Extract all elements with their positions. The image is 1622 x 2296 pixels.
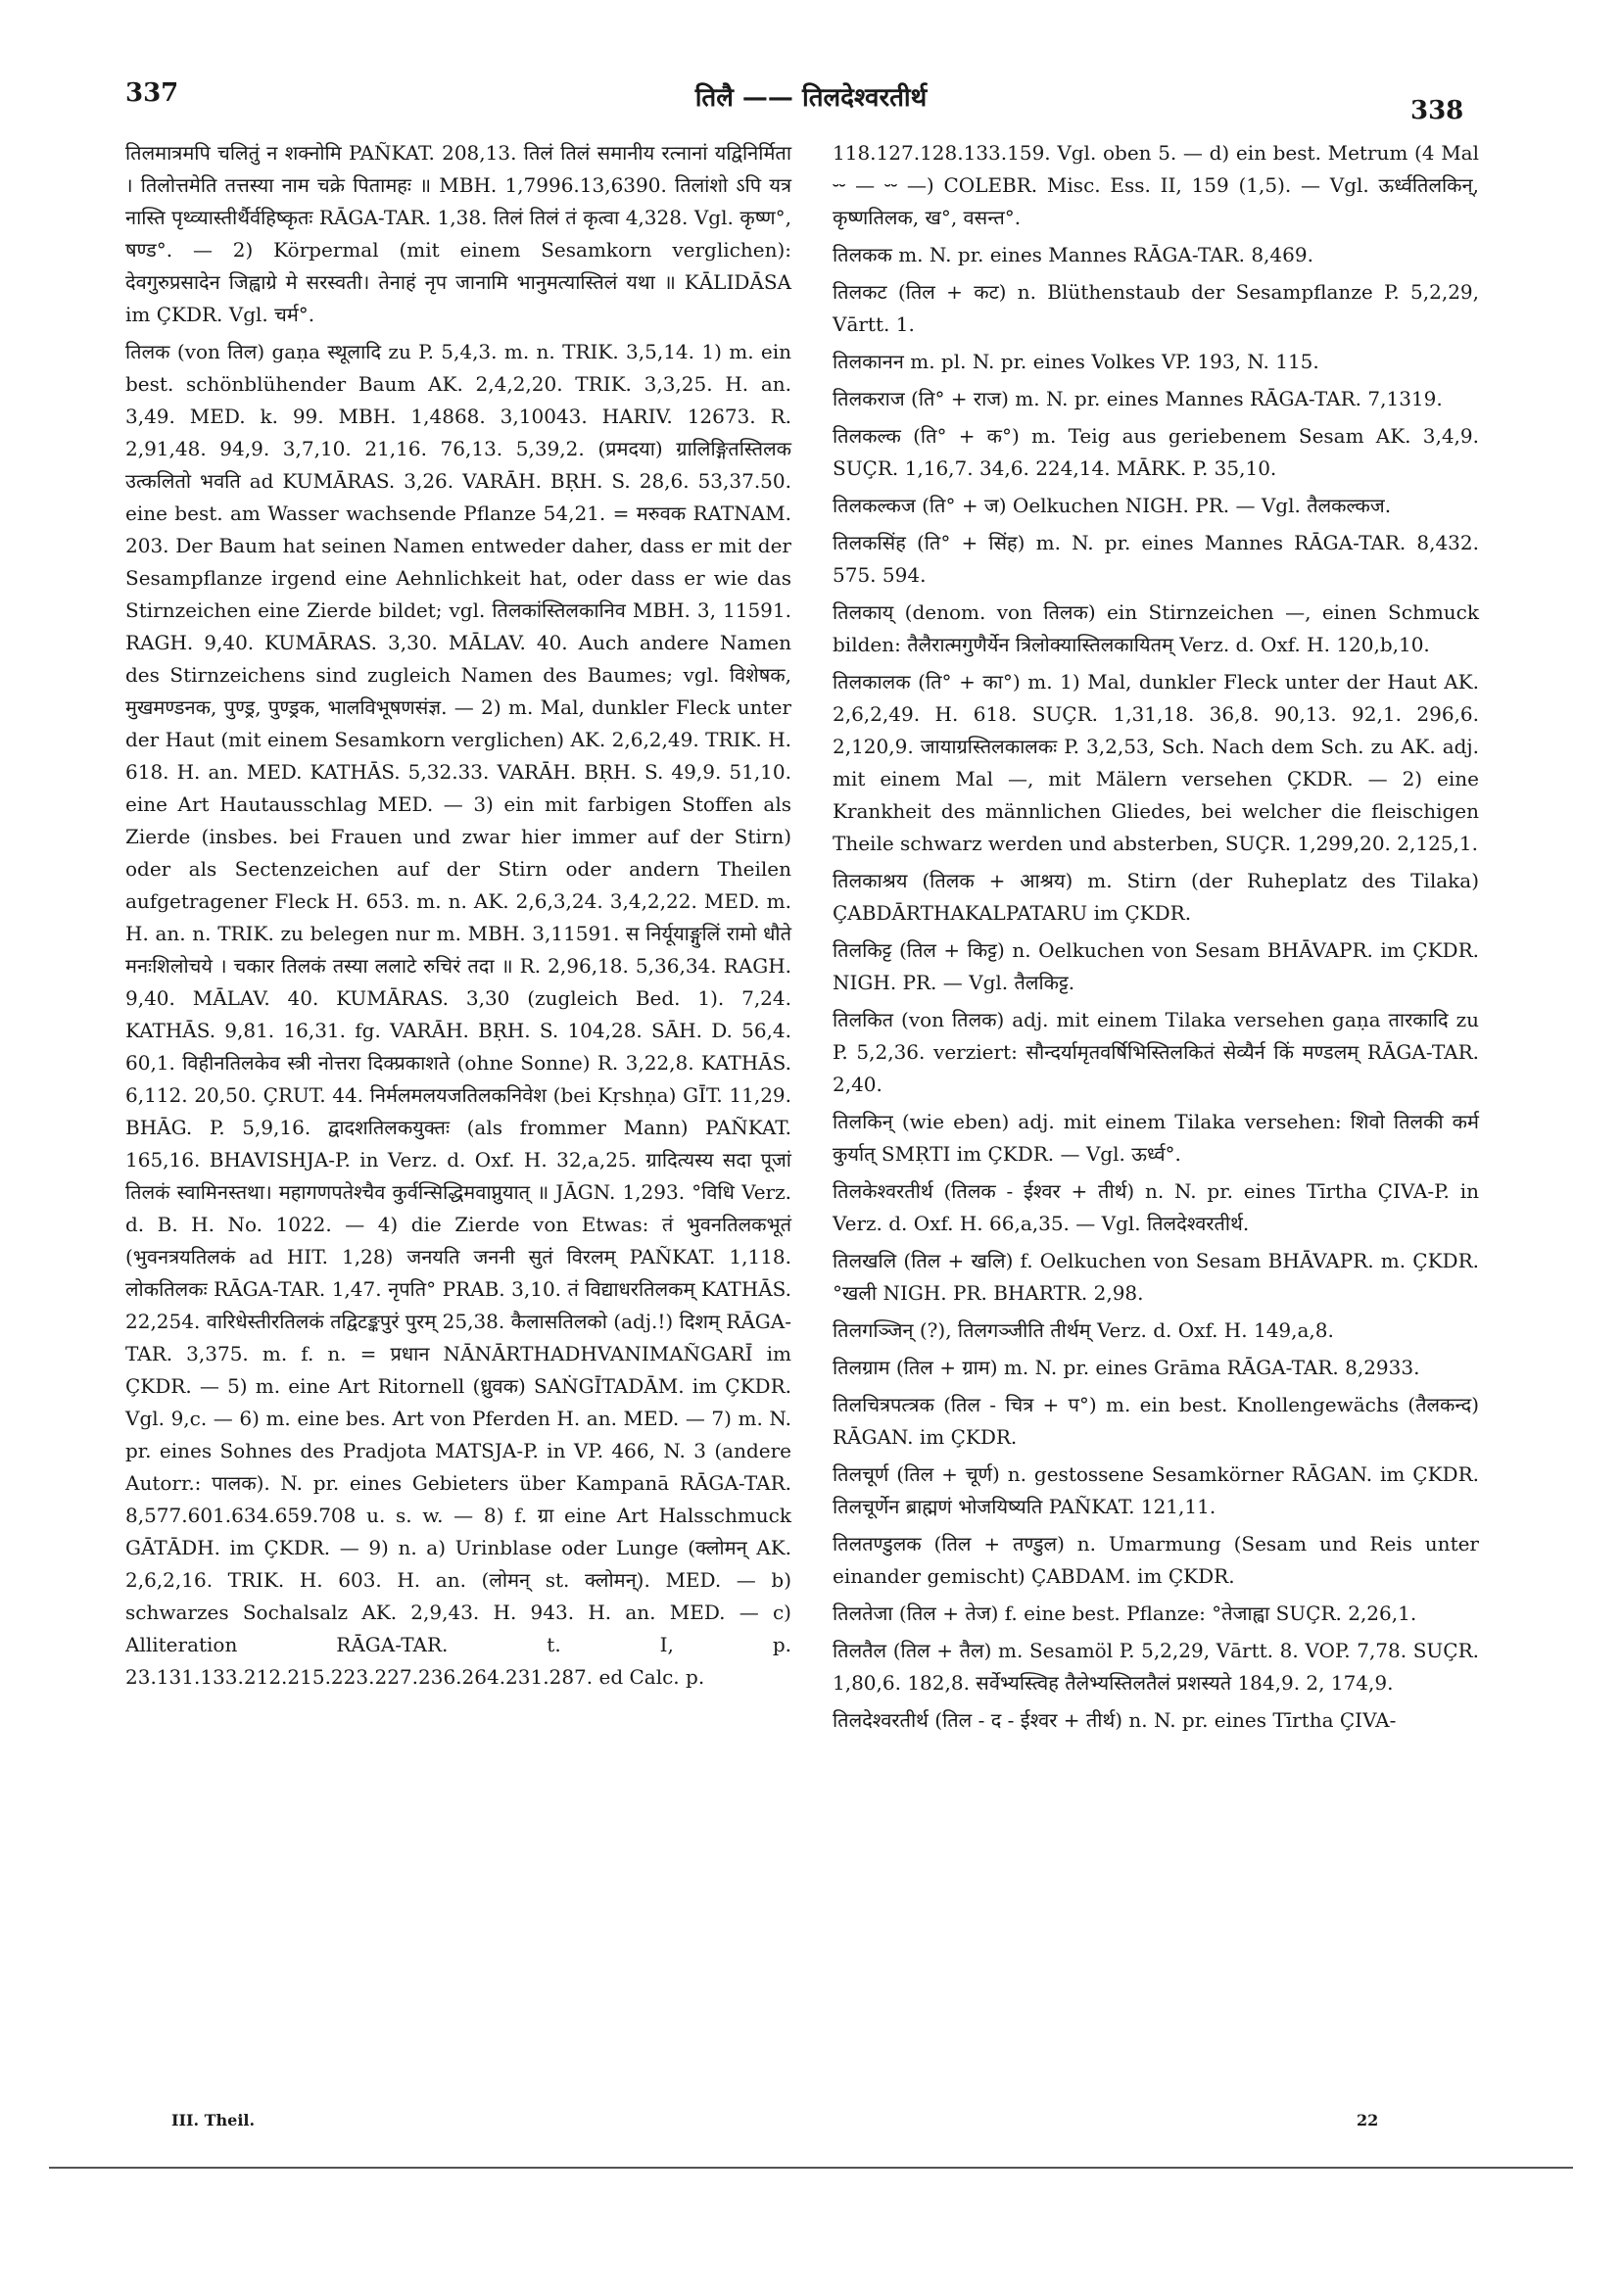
dictionary-entry: तिलचूर्ण (तिल + चूर्ण) n. gestossene Sesamkörner RĀGAN. im ÇKDR. तिलचूर्णेन ब्राह्मणं भोजयिष्यति PAÑKAT. 121,11. bbox=[833, 1462, 1479, 1518]
dictionary-entry: तिलकल्कज (ति° + ज) Oelkuchen NIGH. PR. — Vgl. तैलकल्कज. bbox=[833, 494, 1392, 517]
dictionary-entry: 118.127.128.133.159. Vgl. oben 5. — d) ein best. Metrum (4 Mal ⏑⏑ — ⏑⏑ —) COLEBR. Misc. Ess. II, 159 (1,5). — Vgl. ऊर्ध्वतिलकिन्, कृष्णतिलक, ख°, वसन्त°. bbox=[833, 141, 1479, 229]
page-number-left: 337 bbox=[125, 78, 179, 108]
dictionary-entry: तिलचित्रपत्त्रक (तिल - चित्र + प°) m. ein best. Knollengewächs (तैलकन्द) RĀGAN. im ÇKDR. bbox=[833, 1393, 1479, 1449]
dictionary-entry: तिलकल्क (ति° + क°) m. Teig aus geriebenem Sesam AK. 3,4,9. SUÇR. 1,16,7. 34,6. 224,14. MĀRK. P. 35,10. bbox=[833, 424, 1479, 480]
dictionary-entry: तिलकाय् (denom. von तिलक) ein Stirnzeichen —, einen Schmuck bilden: तैलैरात्मगुणैर्येन त्रिलोक्यास्तिलकायितम् Verz. d. Oxf. H. 120,b,10. bbox=[833, 600, 1479, 656]
footer-signature: 22 bbox=[1357, 2111, 1379, 2129]
dictionary-entry: तिलकसिंह (ति° + सिंह) m. N. pr. eines Mannes RĀGA-TAR. 8,432. 575. 594. bbox=[833, 531, 1479, 587]
dictionary-entry: तिलगञ्जिन् (?), तिलगञ्जीति तीर्थम् Verz. d. Oxf. H. 149,a,8. bbox=[833, 1318, 1334, 1342]
dictionary-entry: तिलकेश्वरतीर्थ (तिलक - ईश्वर + तीर्थ) n. N. pr. eines Tīrtha ÇIVA-P. in Verz. d. Oxf. H. 66,a,35. — Vgl. तिलदेश्वरतीर्थ. bbox=[833, 1179, 1479, 1235]
right-column bbox=[833, 137, 1479, 1742]
dictionary-entry: तिलकट (तिल + कट) n. Blüthenstaub der Sesampflanze P. 5,2,29, Vārtt. 1. bbox=[833, 280, 1479, 336]
dictionary-entry: तिलतण्डुलक (तिल + तण्डुल) n. Umarmung (Sesam und Reis unter einander gemischt) ÇABDAM. im ÇKDR. bbox=[833, 1532, 1479, 1588]
left-column bbox=[125, 137, 791, 1698]
footer-volume: III. Theil. bbox=[171, 2111, 256, 2129]
dictionary-entry: तिलकराज (ति° + राज) m. N. pr. eines Mannes RĀGA-TAR. 7,1319. bbox=[833, 387, 1443, 410]
dictionary-entry: तिलतेजा (तिल + तेज) f. eine best. Pflanze: °तेजाह्वा SUÇR. 2,26,1. bbox=[833, 1602, 1417, 1625]
page-number-right: 338 bbox=[1410, 96, 1464, 125]
dictionary-entry: तिलकित (von तिलक) adj. mit einem Tilaka versehen gaṇa तारकादि zu P. 5,2,36. verziert: सौन्दर्यामृतवर्षिभिस्तिलकितं सेव्यैर्न किं मण्डलम् RĀGA-TAR. 2,40. bbox=[833, 1008, 1479, 1096]
dictionary-entry: तिलखलि (तिल + खलि) f. Oelkuchen von Sesam BHĀVAPR. m. ÇKDR. °खली NIGH. PR. BHARTR. 2,98. bbox=[833, 1249, 1479, 1305]
dictionary-entry: तिलग्राम (तिल + ग्राम) m. N. pr. eines Grāma RĀGA-TAR. 8,2933. bbox=[833, 1356, 1420, 1379]
dictionary-entry: तिलक (von तिल) gaṇa स्थूलादि zu P. 5,4,3. m. n. TRIK. 3,5,14. 1) m. ein best. schönblühender Baum AK. 2,4,2,20. TRIK. 3,3,25. H. an. 3,49. MED. k. 99. MBH. 1,4868. 3,10043. HARIV. 12673. R. 2,91,48. 94,9. 3,7,10. 21,16. 76,13. 5,39,2. (प्रमदया) ग्रालिङ्गितस्तिलक उत्कलितो भवति ad KUMĀRAS. 3,26. VARĀH. BṚH. S. 28,6. 53,37.50. eine best. am Wasser wachsende Pflanze 54,21. = मरुवक RATNAM. 203. Der Baum hat seinen Namen entweder daher, dass er mit der Sesampflanze irgend eine Aehnlichkeit hat, oder dass er wie das Stirnzeichen eine Zierde bildet; vgl. तिलकांस्तिलकानिव MBH. 3, 11591. RAGH. 9,40. KUMĀRAS. 3,30. MĀLAV. 40. Auch andere Namen des Stirnzeichens sind zugleich Namen des Baumes; vgl. विशेषक, मुखमण्डनक, पुण्ड्र, पुण्ड्रक, भालविभूषणसंज्ञ. — 2) m. Mal, dunkler Fleck unter der Haut (mit einem Sesamkorn verglichen) AK. 2,6,2,49. TRIK. H. 618. H. an. MED. KATHĀS. 5,32.33. VARĀH. BṚH. S. 49,9. 51,10. eine Art Hautausschlag MED. — 3) ein mit farbigen Stoffen als Zierde (insbes. bei Frauen und zwar hier immer auf der Stirn) oder als Sectenzeichen auf der Stirn oder andern Theilen aufgetragener Fleck H. 653. m. n. AK. 2,6,3,24. 3,4,2,22. MED. m. H. an. n. TRIK. zu belegen nur m. MBH. 3,11591. स निर्यूयाङ्गुलिं रामो धौते मनःशिलोचये । चकार तिलकं तस्या ललाटे रुचिरं तदा ॥ R. 2,96,18. 5,36,34. RAGH. 9,40. MĀLAV. 40. KUMĀRAS. 3,30 (zugleich Bed. 1). 7,24. KATHĀS. 9,81. 16,31. fg. VARĀH. BṚH. S. 104,28. SĀH. D. 56,4. 60,1. विहीनतिलकेव स्त्री नोत्तरा दिक्प्रकाशते (ohne Sonne) R. 3,22,8. KATHĀS. 6,112. 20,50. ÇRUT. 44. निर्मलमलयजतिलकनिवेश (bei Kṛshṇa) GĪT. 11,29. BHĀG. P. 5,9,16. द्वादशतिलकयुक्तः (als frommer Mann) PAÑKAT. 165,16. BHAVISHJA-P. in Verz. d. Oxf. H. 32,a,25. ग्रादित्यस्य सदा पूजां तिलकं स्वामिनस्तथा। महागणपतेश्चैव कुर्वन्सिद्धिमवाप्नुयात् ॥ JĀGN. 1,293. °विधि Verz. d. B. H. No. 1022. — 4) die Zierde von Etwas: तं भुवनतिलकभूतं (भुवनत्रयतिलकं ad HIT. 1,28) जनयति जननी सुतं विरलम् PAÑKAT. 1,118. लोकतिलकः RĀGA-TAR. 1,47. नृपति° PRAB. 3,10. तं विद्याधरतिलकम् KATHĀS. 22,254. वारिधेस्तीरतिलकं तद्विटङ्कपुरं पुरम् 25,38. कैलासतिलको (adj.!) दिशम् RĀGA-TAR. 3,375. m. f. n. = प्रधान NĀNĀRTHADHVANIMAÑGARĪ im ÇKDR. — 5) m. eine Art Ritornell (ध्रुवक) SAṄGĪTADĀM. im ÇKDR. Vgl. 9,c. — 6) m. eine bes. Art von Pferden H. an. MED. — 7) m. N. pr. eines Sohnes des Pradjota MATSJA-P. in VP. 466, N. 3 (andere Autorr.: पालक). N. pr. eines Gebieters über Kampanā RĀGA-TAR. 8,577.601.634.659.708 u. s. w. — 8) f. ग्रा eine Art Halsschmuck GĀTĀDH. im ÇKDR. — 9) n. a) Urinblase oder Lunge (क्लोमन् AK. 2,6,2,16. TRIK. H. 603. H. an. (लोमन् st. क्लोमन्). MED. — b) schwarzes Sochalsalz AK. 2,9,43. H. 943. H. an. MED. — c) Alliteration RĀGA-TAR. t. I, p. 23.131.133.212.215.223.227.236.264.231.287. ed Calc. p. bbox=[125, 340, 791, 1689]
dictionary-entry: तिलकक m. N. pr. eines Mannes RĀGA-TAR. 8,469. bbox=[833, 243, 1313, 266]
dictionary-entry: तिलतैल (तिल + तैल) m. Sesamöl P. 5,2,29, Vārtt. 8. VOP. 7,78. SUÇR. 1,80,6. 182,8. सर्वेभ्यस्त्विह तैलेभ्यस्तिलतैलं प्रशस्यते 184,9. 2, 174,9. bbox=[833, 1639, 1479, 1695]
dictionary-entry: तिलकिन् (wie eben) adj. mit einem Tilaka versehen: शिवो तिलकी कर्म कुर्यात् SMṚTI im ÇKDR. — Vgl. ऊर्ध्व°. bbox=[833, 1110, 1479, 1166]
dictionary-entry: तिलकिट्ट (तिल + किट्ट) n. Oelkuchen von Sesam BHĀVAPR. im ÇKDR. NIGH. PR. — Vgl. तैलकिट्ट. bbox=[833, 938, 1479, 994]
dictionary-entry: तिलमात्रमपि चलितुं न शक्नोमि PAÑKAT. 208,13. तिलं तिलं समानीय रत्नानां यद्विनिर्मिता । तिलोत्तमेति तत्तस्या नाम चक्रे पितामहः ॥ MBH. 1,7996.13,6390. तिलांशो ऽपि यत्र नास्ति पृथ्व्यास्तीर्थैर्वहिष्कृतः RĀGA-TAR. 1,38. तिलं तिलं तं कृत्वा 4,328. Vgl. कृष्ण°, षण्ड°. — 2) Körpermal (mit einem Sesamkorn verglichen): देवगुरुप्रसादेन जिह्वाग्रे मे सरस्वती। तेनाहं नृप जानामि भानुमत्यास्तिलं यथा ॥ KĀLIDĀSA im ÇKDR. Vgl. चर्म°. bbox=[125, 141, 791, 326]
bottom-rule bbox=[49, 2167, 1573, 2169]
dictionary-entry: तिलदेश्वरतीर्थ (तिल - द - ईश्वर + तीर्थ) n. N. pr. eines Tīrtha ÇIVA- bbox=[833, 1708, 1397, 1732]
dictionary-entry: तिलकालक (ति° + का°) m. 1) Mal, dunkler Fleck unter der Haut AK. 2,6,2,49. H. 618. SUÇR. 1,31,18. 36,8. 90,13. 92,1. 296,6. 2,120,9. जायाग्रस्तिलकालकः P. 3,2,53, Sch. Nach dem Sch. zu AK. adj. mit einem Mal —, mit Mälern versehen ÇKDR. — 2) eine Krankheit des männlichen Gliedes, bei welcher die fleischigen Theile schwarz werden und absterben, SUÇR. 1,299,20. 2,125,1. bbox=[833, 670, 1479, 855]
running-header: तिलै —— तिलदेश्वरतीर्थ bbox=[694, 83, 928, 113]
dictionary-entry: तिलकानन m. pl. N. pr. eines Volkes VP. 193, N. 115. bbox=[833, 350, 1319, 373]
dictionary-entry: तिलकाश्रय (तिलक + आश्रय) m. Stirn (der Ruheplatz des Tilaka) ÇABDĀRTHAKALPATARU im ÇKDR. bbox=[833, 869, 1479, 925]
